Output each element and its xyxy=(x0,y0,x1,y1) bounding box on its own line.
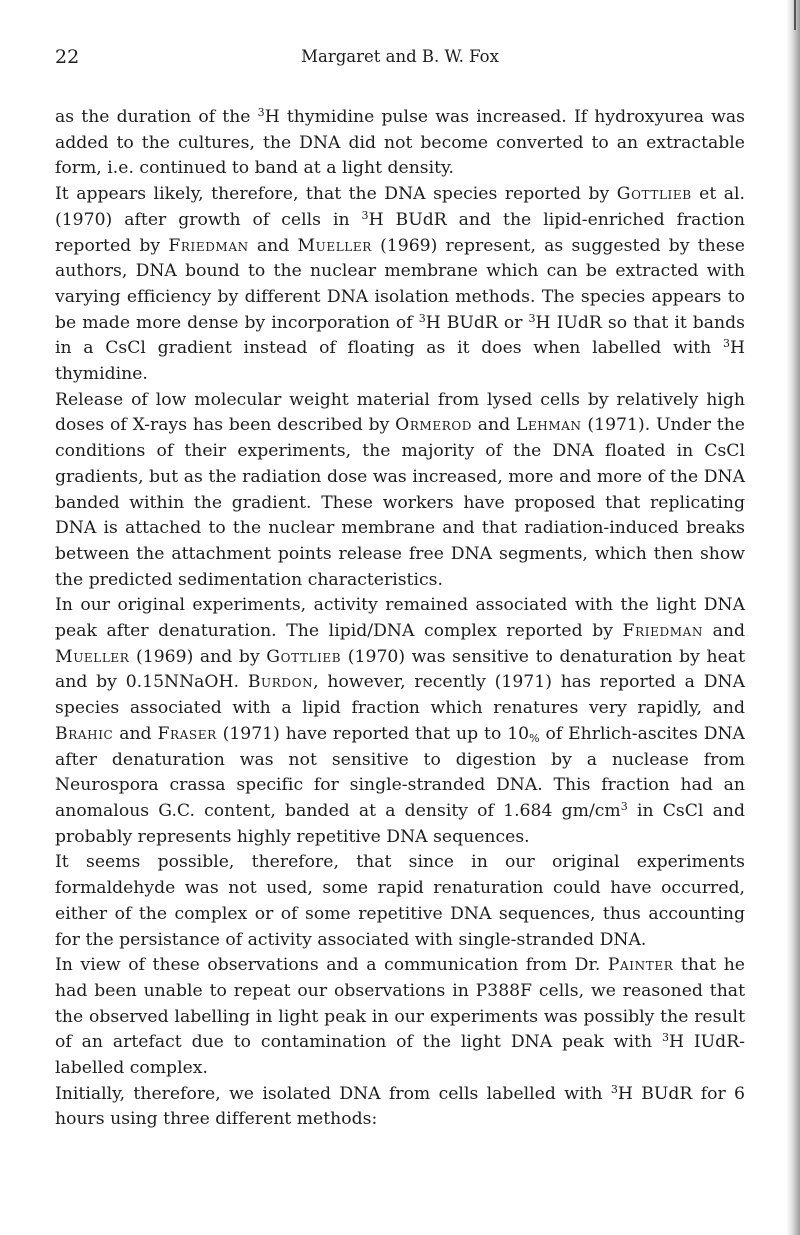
superscript: 3 xyxy=(610,1082,618,1096)
paragraph-4: In our original experiments, activity remained associated with the light DNA peak after denaturation. The lipid/DNA complex reported by Friedman and Mueller (1969) and by Gottlieb (1970) was sensitive to denaturation by heat and by 0.15NNaOH. Burdon, however, recently (1971) has reported a DNA species associated with a lipid fraction which renatures very rapidly, and Brahic and Fraser (1971) have reported that up to $10_{\%}$ of Ehrlich-ascites DNA after denaturation was not sensitive to digestion by a nuclease from Neurospora crassa specific for single-stranded DNA. This fraction had an anomalous G.C. content, banded at a density of 1.684 $gm/cm^3$ in CsCl and probably represents highly repetitive DNA sequences. xyxy=(55,595,746,847)
superscript: 3 xyxy=(257,106,265,119)
author-name: Ormerod xyxy=(395,415,472,436)
running-head: Margaret and B. W. Fox xyxy=(301,47,499,66)
page-edge-mark xyxy=(794,0,796,30)
percent-sign: % xyxy=(529,731,540,745)
paragraph-5: It seems possible, therefore, that since in our original experiments formaldehyde was not used, some rapid renaturation could have occurred, either of the complex or of some repetitive DNA sequences, thus accounting for the persistance of activity associated with single-stranded DNA. xyxy=(55,852,745,950)
author-name: Lehman xyxy=(515,415,582,436)
author-name: Fraser xyxy=(157,723,217,744)
superscript: 3 xyxy=(361,208,369,222)
superscript: 3 xyxy=(620,799,628,813)
paragraph-3: Release of low molecular weight material from lysed cells by relatively high doses of X-rays has been described by Ormerod and Lehman (1971). Under the conditions of their experiments, the majority of the DNA floated in CsCl gradients, but as the radiation dose was increased, more and more of the DNA banded within the gradient. These workers have proposed that replicating DNA is attached to the nuclear membrane and that radiation-induced breaks between the attachment points release free DNA segments, which then show the predicted sedimentation characteristics. xyxy=(55,389,745,590)
author-name: Painter xyxy=(607,955,674,976)
page-header xyxy=(55,46,745,72)
paragraph-1: as the duration of the $^3$H thymidine pulse was increased. If hydroxyurea was added to the cultures, the DNA did not become converted to an extractable form, i.e. continued to band at a light density. xyxy=(55,106,745,179)
page-edge-shadow xyxy=(786,0,800,1235)
author-name: Mueller xyxy=(55,646,130,667)
author-name: Friedman xyxy=(168,235,249,256)
superscript: 3 xyxy=(661,1031,669,1045)
author-name: Friedman xyxy=(622,621,703,642)
author-name: Gottlieb xyxy=(266,646,342,667)
superscript: 3 xyxy=(418,311,426,325)
author-name: Mueller xyxy=(297,235,372,256)
body-text xyxy=(55,105,745,1133)
author-name: Burdon xyxy=(247,672,314,693)
author-name: Gottlieb xyxy=(616,184,692,205)
paragraph-2: It appears likely, therefore, that the DNA species reported by Gottlieb et al. (1970) after growth of cells in $^3$H BUdR and the lipid-enriched fraction reported by Friedman and Mueller (1969) represent, as suggested by these authors, DNA bound to the nuclear membrane which can be extracted with varying efficiency by different DNA isolation methods. The species appears to be made more dense by incorporation of $^3$H BUdR or $^3$H IUdR so that it bands in a CsCl gradient instead of floating as it does when labelled with $^3$H thymidine. xyxy=(55,184,746,385)
page-number: 22 xyxy=(55,46,80,68)
superscript: 3 xyxy=(722,337,730,351)
author-name: Brahic xyxy=(55,723,114,744)
paragraph-7: Initially, therefore, we isolated DNA from cells labelled with $^3$H BUdR for 6 hours using three different methods: xyxy=(55,1082,745,1130)
superscript: 3 xyxy=(528,311,536,325)
paragraph-6: In view of these observations and a communication from Dr. Painter that he had been unable to repeat our observations in P388F cells, we reasoned that the observed labelling in light peak in our experiments was possibly the result of an artefact due to contamination of the light DNA peak with $^3$H IUdR-labelled complex. xyxy=(55,955,745,1079)
